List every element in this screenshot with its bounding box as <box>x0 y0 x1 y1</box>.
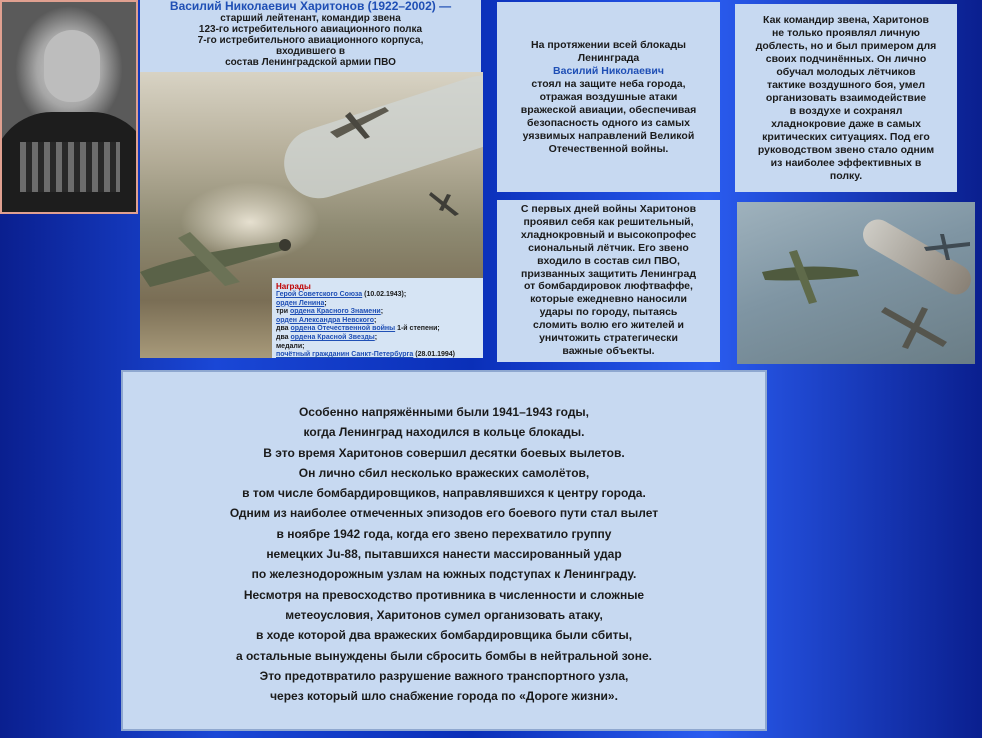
war-start-line: призванных защитить Ленинград <box>521 267 696 280</box>
commander-line: обучал молодых лётчиков <box>776 66 916 78</box>
war-start-line: сломить волю его жителей и <box>533 319 684 332</box>
bio-line-5: состав Ленинградской армии ПВО <box>225 57 396 68</box>
war-start-line: важные объекты. <box>562 344 655 357</box>
award-medals: медали; <box>276 342 305 350</box>
soviet-fighter-icon <box>757 242 867 312</box>
blockade-hero-name: Василий Николаевич <box>553 64 664 77</box>
commander-line: критических ситуациях. Под его <box>762 131 930 143</box>
commander-line: доблесть, но и был примером для <box>755 40 937 52</box>
war-start-panel <box>497 200 720 362</box>
narrative-line: Несмотря на превосходство противника в численности и сложные <box>243 587 645 602</box>
portrait-photo <box>0 0 138 214</box>
war-start-line: сиональный лётчик. Его звено <box>528 241 689 254</box>
narrative-line: в том числе бомбардировщиков, направлявшихся к центру города. <box>242 486 646 501</box>
commander-line: тактике воздушного боя, умел <box>766 79 926 91</box>
commander-line: не только проявлял личную <box>771 27 921 39</box>
german-plane-icon <box>877 297 957 357</box>
award-nevsky: орден Александра Невского; <box>276 316 377 324</box>
bio-line-1: старший лейтенант, командир звена <box>220 13 401 24</box>
far-plane-icon <box>922 232 972 262</box>
commander-line: в воздухе и сохранял <box>789 105 903 117</box>
commander-line: Как командир звена, Харитонов <box>763 14 929 26</box>
narrative-line: когда Ленинград находился в кольце блокады. <box>303 425 585 440</box>
bio-line-3: 7-го истребительного авиационного корпуса, <box>197 35 424 46</box>
blockade-text-6: Отечественной войны. <box>548 142 669 155</box>
narrative-line: в ноябре 1942 года, когда его звено перехватило группу <box>276 526 612 541</box>
war-start-line: которые ежедневно наносили <box>530 293 687 306</box>
narrative-line: Он лично сбил несколько вражеских самолётов, <box>298 465 590 480</box>
portrait-medals <box>20 142 120 192</box>
award-red-banner: три ордена Красного Знамени; <box>276 308 384 316</box>
narrative-line: метеоусловия, Харитонов сумел организовать атаку, <box>285 607 603 622</box>
narrative-line: по железнодорожным узлам на южных подступах к Ленинграду. <box>251 567 637 582</box>
narrative-panel <box>121 370 767 731</box>
commander-line: организовать взаимодействие <box>765 92 927 104</box>
narrative-line: немецких Ju-88, пытавшихся нанести массированный удар <box>266 547 622 562</box>
blockade-text-4: безопасность одного из самых <box>527 116 690 129</box>
war-start-line: входило в состав сил ПВО, <box>537 254 680 267</box>
commander-line: своих подчинённых. Он лично <box>765 53 927 65</box>
award-red-star-link[interactable]: ордена Красной Звезды <box>290 333 375 341</box>
blockade-line-2: Ленинграда <box>577 51 640 64</box>
bio-line-4: входившего в <box>275 46 346 57</box>
commander-panel <box>735 4 957 192</box>
narrative-line: в ходе которой два вражеских бомбардировщика были сбиты, <box>255 628 633 643</box>
award-citizen-link[interactable]: почётный гражданин Санкт-Петербурга <box>276 351 414 359</box>
bio-line-2: 123-го истребительного авиационного полка <box>198 24 423 35</box>
blockade-text-2: отражая воздушные атаки <box>539 90 678 103</box>
blockade-line-1: На протяжении всей блокады <box>531 38 686 51</box>
commander-line: из наиболее эффективных в <box>770 157 922 169</box>
narrative-line: Одним из наиболее отмеченных эпизодов его боевого пути стал вылет <box>229 506 659 521</box>
distant-plane-icon <box>425 182 465 222</box>
award-red-banner-link[interactable]: ордена Красного Знамени <box>289 308 381 316</box>
award-nevsky-link[interactable]: орден Александра Невского <box>276 316 375 324</box>
bio-header-panel <box>140 0 481 72</box>
commander-line: хладнокровие даже в самых <box>771 118 921 130</box>
blockade-text-1: стоял на защите неба города, <box>531 77 686 90</box>
blockade-panel <box>497 2 720 192</box>
war-start-line: удары по городу, пытаясь <box>539 306 678 319</box>
war-start-line: хладнокровный и высокопрофес <box>520 228 697 241</box>
award-lenin-link[interactable]: орден Ленина <box>276 299 325 307</box>
blockade-text-3: вражеской авиации, обеспечивая <box>520 103 697 116</box>
award-red-star: два ордена Красной Звезды; <box>276 333 378 341</box>
war-start-line: от бомбардировок люфтваффе, <box>524 280 693 293</box>
commander-line: руководством звено стало одним <box>757 144 935 156</box>
dogfight-painting <box>737 202 975 364</box>
award-patriotic-war: два ордена Отечественной войны 1-й степени; <box>276 325 440 333</box>
awards-panel <box>272 278 483 358</box>
narrative-line: Это предотвратило разрушение важного транспортного узла, <box>259 668 629 683</box>
war-start-line: проявил себя как решительный, <box>523 215 694 228</box>
enemy-plane-icon <box>325 92 395 152</box>
award-citizen: почётный гражданин Санкт-Петербурга (28.01.1994) <box>276 351 455 359</box>
narrative-line: В это время Харитонов совершил десятки боевых вылетов. <box>263 445 625 460</box>
award-hero-link[interactable]: Герой Советского Союза <box>276 291 363 298</box>
war-start-line: уничтожить стратегически <box>539 332 678 345</box>
award-lenin: орден Ленина; <box>276 299 327 307</box>
narrative-line: через который шло снабжение города по «Дороге жизни». <box>270 689 618 704</box>
portrait-face <box>44 30 100 102</box>
narrative-line: Особенно напряжёнными были 1941–1943 годы, <box>298 405 590 419</box>
bio-title: Василий Николаевич Харитонов (1922–2002) — <box>169 0 452 13</box>
narrative-line: а остальные вынуждены были сбросить бомбы в нейтральной зоне. <box>235 648 653 663</box>
awards-heading: Награды <box>276 282 311 291</box>
war-start-line: С первых дней войны Харитонов <box>520 203 697 215</box>
award-hero: Герой Советского Союза (10.02.1943); <box>276 291 407 298</box>
award-patriotic-war-link[interactable]: ордена Отечественной войны <box>290 325 396 333</box>
blockade-text-5: уязвимых направлений Великой <box>522 129 695 142</box>
commander-line: полку. <box>829 170 863 182</box>
